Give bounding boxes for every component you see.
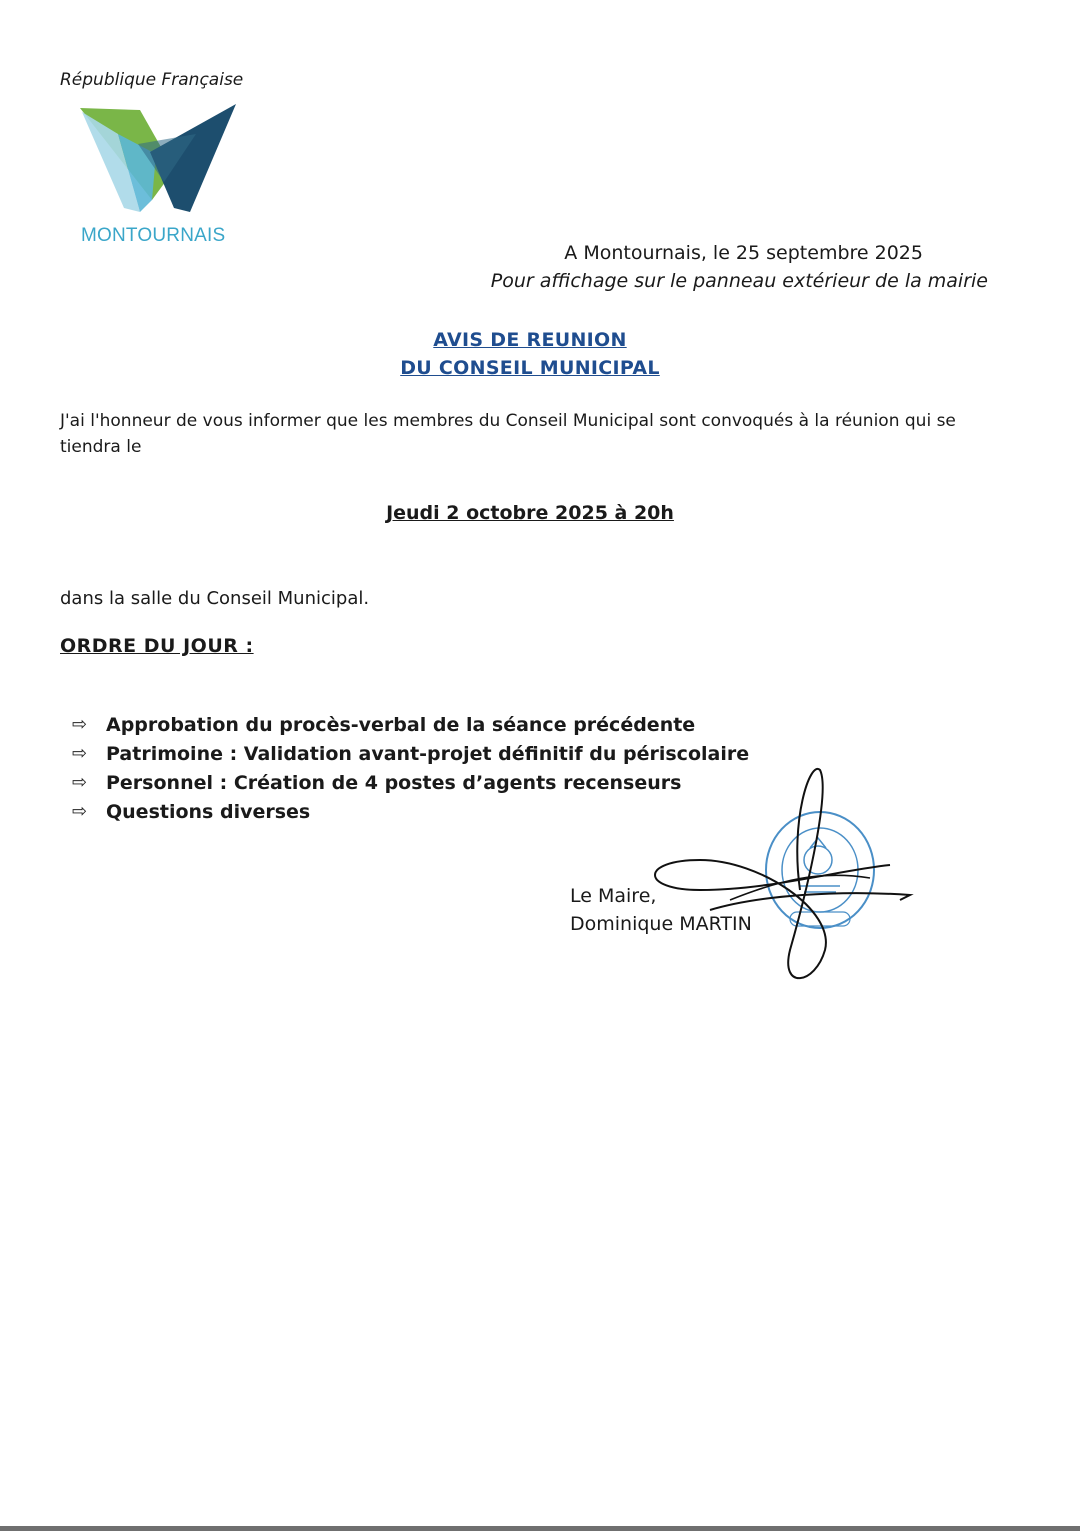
posting-note: Pour affichage sur le panneau extérieur de la mairie	[490, 270, 988, 292]
intro-paragraph: J'ai l'honneur de vous informer que les membres du Conseil Municipal sont convoqués à la réunion qui se tiendra le	[60, 411, 956, 457]
title-line-2: DU CONSEIL MUNICIPAL	[400, 357, 660, 379]
agenda-item-text: Patrimoine : Validation avant-projet définitif du périscolaire	[106, 742, 750, 765]
signatory-role: Le Maire,	[570, 885, 657, 907]
montournais-logo-icon	[78, 104, 238, 216]
place-and-date: A Montournais, le 25 septembre 2025	[564, 242, 923, 264]
agenda-item	[72, 710, 749, 739]
agenda-item-text: Personnel : Création de 4 postes d’agents recenseurs	[106, 771, 682, 794]
meeting-location: dans la salle du Conseil Municipal.	[60, 588, 370, 609]
right-arrow-icon: ⇨	[72, 743, 88, 764]
right-arrow-icon: ⇨	[72, 772, 88, 793]
scan-edge-bar	[0, 1526, 1080, 1531]
right-arrow-icon: ⇨	[72, 714, 88, 735]
meeting-datetime: Jeudi 2 octobre 2025 à 20h	[386, 502, 674, 524]
agenda-item-text: Approbation du procès-verbal de la séance précédente	[106, 713, 696, 736]
signatory-name: Dominique MARTIN	[570, 913, 752, 935]
title-line-1: AVIS DE REUNION	[433, 329, 627, 351]
right-arrow-icon: ⇨	[72, 801, 88, 822]
republique-francaise-label: République Française	[60, 70, 244, 90]
logo-wordmark: MONTOURNAIS	[81, 225, 226, 246]
notice-title	[0, 326, 1060, 382]
agenda-item-text: Questions diverses	[106, 800, 311, 823]
agenda-title: ORDRE DU JOUR :	[60, 635, 254, 657]
handwritten-signature-icon	[640, 760, 920, 990]
